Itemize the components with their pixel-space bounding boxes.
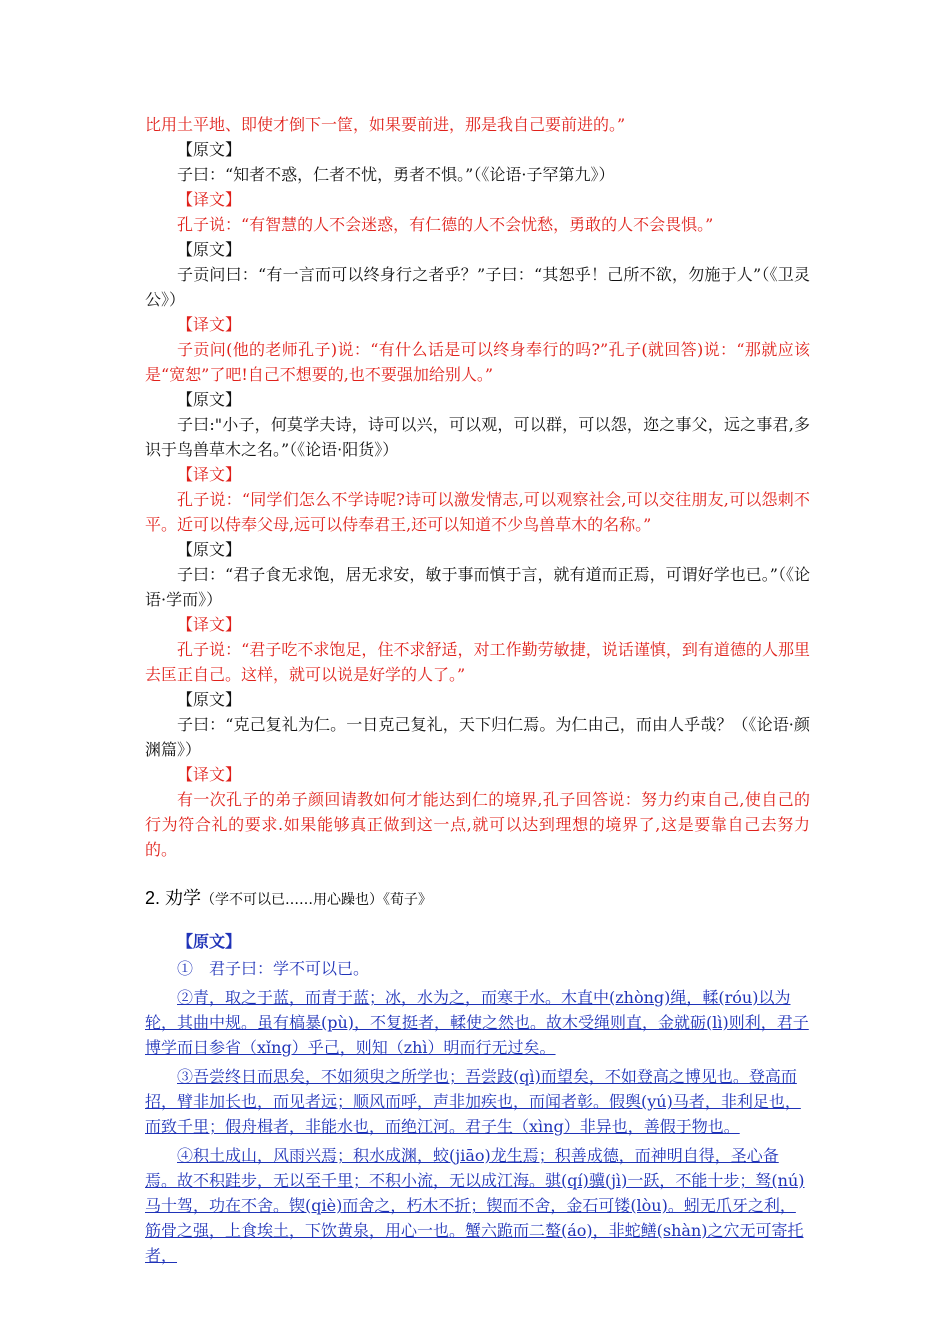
original-label: 【原文】 [177,240,242,259]
section-number: 2. [145,888,161,908]
analects-section [145,112,810,862]
translation-text: 孔子说：“有智慧的人不会迷惑，有仁德的人不会忧愁，勇敢的人不会畏惧。” [177,215,714,234]
original-text: 子贡问曰：“有一言而可以终身行之者乎？”子曰：“其恕乎！己所不欲，勿施于人”（《卫灵公》） [145,265,810,309]
quanxue-para-4: ④积土成山，风雨兴焉；积水成渊，蛟(jiāo)龙生焉；积善成德，而神明自得，圣心备焉。故不积跬步，无以至千里；不积小流，无以成江海。骐(qí)骥(jì)一跃，不能十步；驽(nú)马十驾，功在不舍。锲(qiè)而舍之，朽木不折；锲而不舍，金石可镂(lòu)。蚓无爪牙之利，筋骨之强，上食埃土，下饮黄泉，用心一也。蟹六跪而二螯(áo)，非蛇鳝(shàn)之穴无可寄托者， [145,1146,805,1265]
section-title: 劝学 [165,888,202,908]
original-label: 【原文】 [177,690,242,709]
translation-text: 孔子说：“同学们怎么不学诗呢?诗可以激发情志,可以观察社会,可以交往朋友,可以怨刺不平。近可以侍奉父母,远可以侍奉君王,还可以知道不少鸟兽草木的名称。” [145,490,810,534]
original-label: 【原文】 [177,140,242,159]
original-label: 【原文】 [177,390,242,409]
translation-label: 【译文】 [177,190,242,209]
original-text: 子曰：“君子食无求饱，居无求安，敏于事而慎于言，就有道而正焉，可谓好学也已。”（《论语·学而》） [145,565,810,609]
original-text: 子曰：“知者不惑，仁者不忧，勇者不惧。”（《论语·子罕第九》） [177,165,615,184]
translation-label: 【译文】 [177,315,242,334]
section-heading [145,886,810,913]
original-label: 【原文】 [177,540,242,559]
translation-text: 子贡问(他的老师孔子)说：“有什么话是可以终身奉行的吗?”孔子(就回答)说：“那就应该是“宽恕”了吧!自己不想要的,也不要强加给别人。” [145,340,810,384]
translation-label: 【译文】 [177,765,242,784]
translation-continued: 比用土平地、即使才倒下一筐，如果要前进，那是我自己要前进的。” [145,115,626,134]
original-text: 子曰:"小子，何莫学夫诗，诗可以兴，可以观，可以群，可以怨，迩之事父，远之事君,多识于鸟兽草木之名。”（《论语·阳货》） [145,415,810,459]
translation-text: 孔子说：“君子吃不求饱足，住不求舒适，对工作勤劳敏捷，说话谨慎，到有道德的人那里去匡正自己。这样，就可以说是好学的人了。” [145,640,810,684]
quanxue-para-1: ① 君子曰：学不可以已。 [177,959,370,978]
translation-label: 【译文】 [177,615,242,634]
section-subtitle: （学不可以已……用心躁也）《荀子》 [201,892,433,908]
original-text: 子曰：“克己复礼为仁。一日克己复礼，天下归仁焉。为仁由己，而由人乎哉？（《论语·颜渊篇》） [145,715,810,759]
translation-text: 有一次孔子的弟子颜回请教如何才能达到仁的境界,孔子回答说：努力约束自己,使自己的行为符合礼的要求.如果能够真正做到这一点,就可以达到理想的境界了,这是要靠自己去努力的。 [145,790,810,859]
translation-label: 【译文】 [177,465,242,484]
quanxue-para-2: ②青，取之于蓝，而青于蓝；冰，水为之，而寒于水。木直中(zhòng)绳，輮(róu)以为轮，其曲中规。虽有槁暴(pù)，不复挺者，輮使之然也。故木受绳则直，金就砺(lì)则利，君子博学而日参省（xǐng）乎己，则知（zhì）明而行无过矣。 [145,988,809,1057]
original-label: 【原文】 [177,932,242,951]
quanxue-para-3: ③吾尝终日而思矣，不如须臾之所学也；吾尝跂(qì)而望矣，不如登高之博见也。登高而招，臂非加长也，而见者远；顺风而呼，声非加疾也，而闻者彰。假舆(yú)马者，非利足也，而致千里；假舟楫者，非能水也，而绝江河。君子生（xìng）非异也，善假于物也。 [145,1067,801,1136]
document-page [145,112,810,1272]
